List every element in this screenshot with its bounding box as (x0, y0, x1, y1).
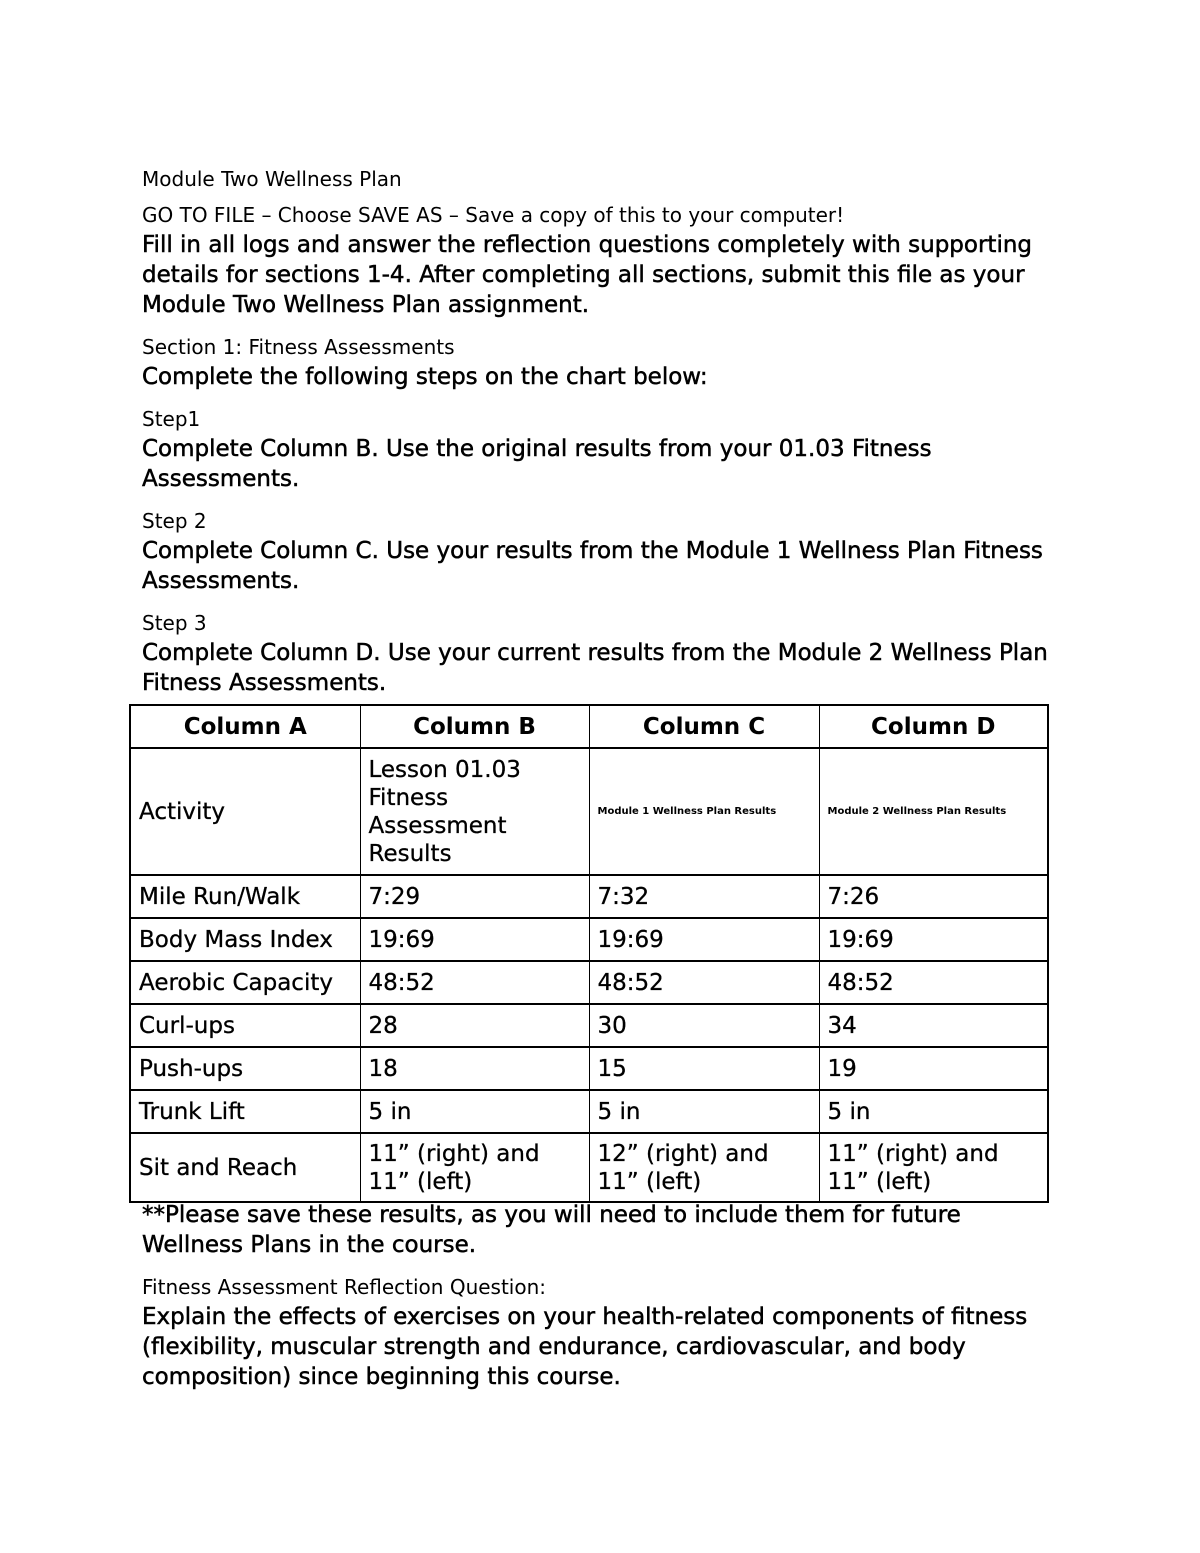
table-row (130, 875, 1048, 918)
row-column-b: 11” (right) and 11” (left) (360, 1133, 589, 1202)
row-column-d: 19 (819, 1047, 1048, 1090)
step1-text: Complete Column B. Use the original results from your 01.03 Fitness Assessments. (142, 436, 932, 492)
table-activity-row (130, 748, 1048, 875)
step1-label: Step1 (142, 407, 201, 431)
step3-text: Complete Column D. Use your current results from the Module 2 Wellness Plan Fitness Assessments. (142, 640, 1048, 696)
step3-label: Step 3 (142, 611, 207, 635)
after-table-section (142, 1200, 1062, 1392)
row-column-d: 5 in (819, 1090, 1048, 1133)
header-column-c: Column C (589, 705, 819, 748)
activity-column-d: Module 2 Wellness Plan Results (819, 748, 1048, 875)
table-row (130, 1090, 1048, 1133)
row-column-d: 11” (right) and 11” (left) (819, 1133, 1048, 1202)
header-column-d: Column D (819, 705, 1048, 748)
reflection-heading: Fitness Assessment Reflection Question: (142, 1275, 547, 1299)
row-activity: Mile Run/Walk (130, 875, 360, 918)
row-column-c: 19:69 (589, 918, 819, 961)
row-column-b: 7:29 (360, 875, 589, 918)
row-column-b: 28 (360, 1004, 589, 1047)
row-activity: Aerobic Capacity (130, 961, 360, 1004)
row-activity: Curl-ups (130, 1004, 360, 1047)
row-column-b: 18 (360, 1047, 589, 1090)
row-column-b: 5 in (360, 1090, 589, 1133)
row-column-d: 7:26 (819, 875, 1048, 918)
table-row (130, 1004, 1048, 1047)
document-body (142, 164, 1062, 698)
row-column-d: 48:52 (819, 961, 1048, 1004)
row-activity: Sit and Reach (130, 1133, 360, 1202)
row-activity: Body Mass Index (130, 918, 360, 961)
section1-heading: Section 1: Fitness Assessments (142, 335, 455, 359)
reflection-question: Explain the effects of exercises on your health-related components of fitness (flexibility, muscular strength and endurance, cardiovascular, and body composition) since beginning this course. (142, 1304, 1028, 1390)
activity-column-c: Module 1 Wellness Plan Results (589, 748, 819, 875)
row-column-c: 48:52 (589, 961, 819, 1004)
row-column-c: 12” (right) and 11” (left) (589, 1133, 819, 1202)
table-row (130, 961, 1048, 1004)
header-column-b: Column B (360, 705, 589, 748)
row-column-d: 19:69 (819, 918, 1048, 961)
table-row (130, 1047, 1048, 1090)
row-column-b: 48:52 (360, 961, 589, 1004)
table-header-row (130, 705, 1048, 748)
document-title: Module Two Wellness Plan (142, 167, 402, 191)
row-column-c: 7:32 (589, 875, 819, 918)
save-instruction: GO TO FILE – Choose SAVE AS – Save a copy of this to your computer! (142, 203, 845, 227)
row-column-c: 5 in (589, 1090, 819, 1133)
section1-subheading: Complete the following steps on the chart below: (142, 364, 708, 390)
row-activity: Push-ups (130, 1047, 360, 1090)
table-row (130, 1133, 1048, 1202)
header-column-a: Column A (130, 705, 360, 748)
activity-label: Activity (130, 748, 360, 875)
row-activity: Trunk Lift (130, 1090, 360, 1133)
activity-column-b: Lesson 01.03 Fitness Assessment Results (360, 748, 589, 875)
row-column-b: 19:69 (360, 918, 589, 961)
row-column-c: 30 (589, 1004, 819, 1047)
save-results-note: **Please save these results, as you will need to include them for future Wellness Plans in the course. (142, 1202, 961, 1258)
fill-instruction: Fill in all logs and answer the reflection questions completely with supporting details for sections 1-4. After completing all sections, submit this file as your Module Two Wellness Plan assignment. (142, 232, 1033, 318)
step2-label: Step 2 (142, 509, 207, 533)
table-row (130, 918, 1048, 961)
row-column-c: 15 (589, 1047, 819, 1090)
row-column-d: 34 (819, 1004, 1048, 1047)
step2-text: Complete Column C. Use your results from the Module 1 Wellness Plan Fitness Assessments. (142, 538, 1043, 594)
fitness-results-table (129, 704, 1049, 1203)
